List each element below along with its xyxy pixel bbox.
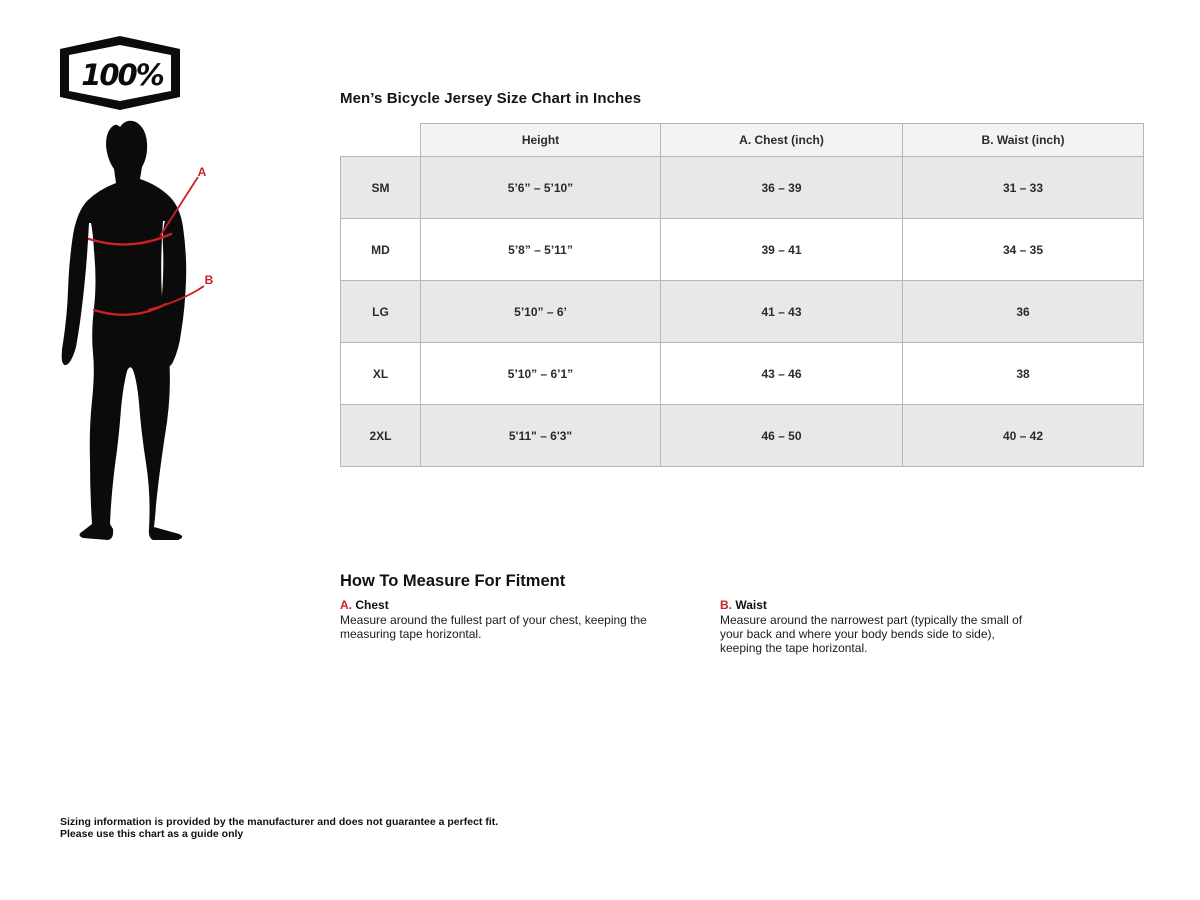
- silhouette-body-shape: [62, 121, 187, 540]
- size-label: SM: [341, 157, 421, 219]
- waist-value: 31 – 33: [903, 157, 1144, 219]
- size-label: LG: [341, 281, 421, 343]
- table-row: [341, 405, 1144, 467]
- brand-logo: [60, 35, 180, 111]
- chest-value: 36 – 39: [661, 157, 903, 219]
- measure-key-a: A.: [340, 598, 352, 612]
- brand-logo-badge-icon: [60, 35, 180, 111]
- size-label: XL: [341, 343, 421, 405]
- table-row: [341, 157, 1144, 219]
- measure-item-heading: [340, 598, 660, 612]
- table-corner-cell: [341, 124, 421, 157]
- size-label: 2XL: [341, 405, 421, 467]
- height-value: 5’10” – 6’: [421, 281, 661, 343]
- height-value: 5’10” – 6’1”: [421, 343, 661, 405]
- measure-description-waist: Measure around the narrowest part (typically the small of your back and where your body bends side to side), keeping the tape horizontal.: [720, 613, 1023, 655]
- waist-value: 34 – 35: [903, 219, 1144, 281]
- waist-label-b: B: [204, 273, 214, 287]
- waist-value: 38: [903, 343, 1144, 405]
- table-header-row: [341, 124, 1144, 157]
- size-label: MD: [341, 219, 421, 281]
- chest-value: 43 – 46: [661, 343, 903, 405]
- chest-value: 46 – 50: [661, 405, 903, 467]
- measure-section-title: How To Measure For Fitment: [340, 572, 566, 590]
- measurement-figure: [50, 103, 222, 553]
- brand-logo-text: 100%: [81, 58, 163, 92]
- waist-value: 36: [903, 281, 1144, 343]
- measure-description-chest: Measure around the fullest part of your chest, keeping the measuring tape horizontal.: [340, 613, 647, 641]
- disclaimer-line-2: Please use this chart as a guide only: [60, 827, 244, 840]
- chest-value: 41 – 43: [661, 281, 903, 343]
- chest-label-a: A: [197, 165, 207, 179]
- measure-name-chest: Chest: [355, 598, 389, 612]
- chest-value: 39 – 41: [661, 219, 903, 281]
- table-row: [341, 219, 1144, 281]
- measure-item-waist: [720, 598, 1040, 655]
- column-header-waist: B. Waist (inch): [903, 124, 1144, 157]
- waist-value: 40 – 42: [903, 405, 1144, 467]
- column-header-height: Height: [421, 124, 661, 157]
- measure-key-b: B.: [720, 598, 732, 612]
- size-chart-title: Men’s Bicycle Jersey Size Chart in Inches: [340, 90, 642, 107]
- male-silhouette-icon: [50, 103, 222, 553]
- table-row: [341, 343, 1144, 405]
- height-value: 5’6” – 5’10”: [421, 157, 661, 219]
- measure-name-waist: Waist: [735, 598, 767, 612]
- measure-item-chest: [340, 598, 660, 641]
- column-header-chest: A. Chest (inch): [661, 124, 903, 157]
- height-value: 5’8” – 5’11”: [421, 219, 661, 281]
- height-value: 5'11" – 6'3": [421, 405, 661, 467]
- sizing-disclaimer: [60, 817, 498, 840]
- table-row: [341, 281, 1144, 343]
- measure-item-heading: [720, 598, 1040, 612]
- size-chart-table: [340, 123, 1144, 467]
- disclaimer-line-1: Sizing information is provided by the manufacturer and does not guarantee a perfect fit.: [60, 816, 499, 828]
